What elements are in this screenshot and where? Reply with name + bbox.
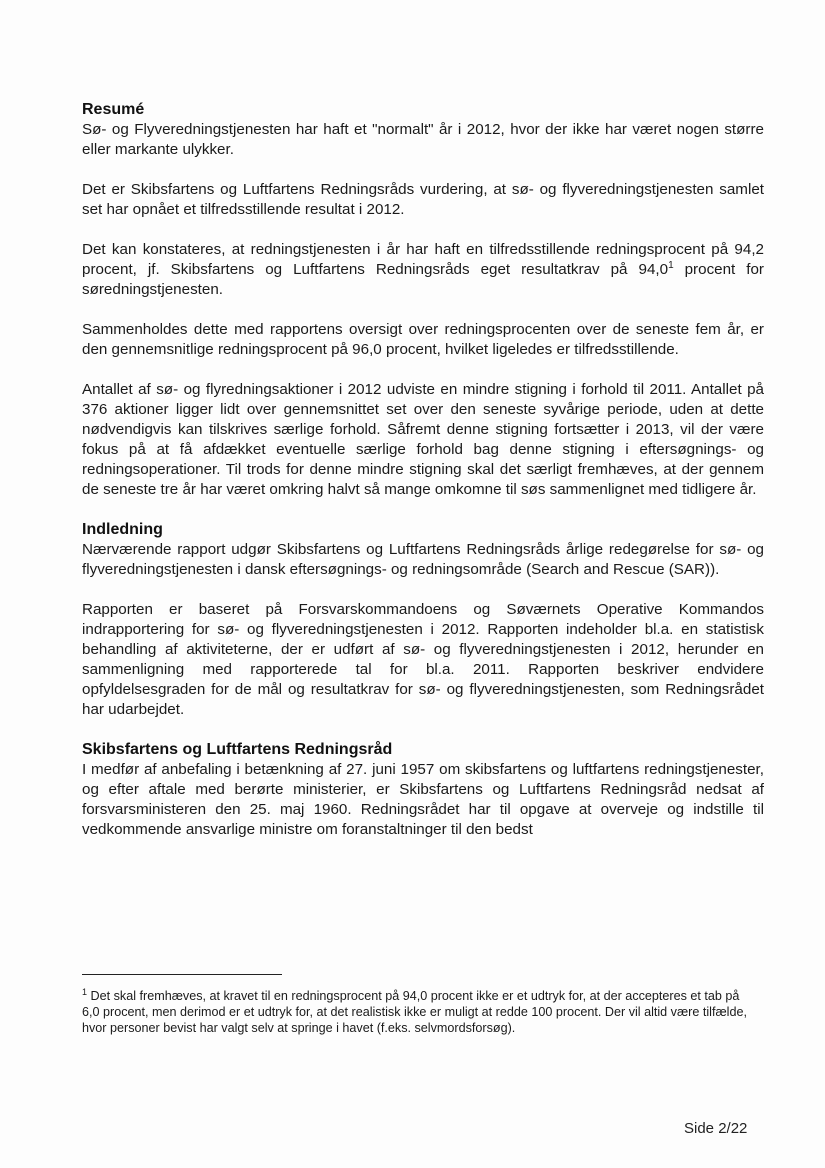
heading-redningsraad: Skibsfartens og Luftfartens Redningsråd [82, 741, 393, 758]
footnote-divider [82, 974, 282, 975]
indledning-paragraph-2: Rapporten er baseret på Forsvarskommandoens og Søværnets Operative Kommandos indrapportering for sø- og flyveredningstjenesten i 2012. Rapporten indeholder bl.a. en statistisk behandling af aktiviteterne, der er udført af sø- og flyveredningstjenesten i 2012, herunder en sammenligning med rapporterede tal for bl.a. 2011. Rapporten beskriver endvidere opfyldelsesgraden for de mål og resultatkrav for sø- og flyveredningstjenesten, som Redningsrådet har udarbejdet. [82, 601, 764, 718]
resume-paragraph-5: Antallet af sø- og flyredningsaktioner i 2012 udviste en mindre stigning i forhold til 2011. Antallet på 376 aktioner ligger lidt over gennemsnittet set over den seneste syvårige periode, uden at dette nødvendigvis kan tilskrives særlige forhold. Såfremt denne stigning fortsætter i 2013, vil der være fokus på at få afdækket eventuelle særlige forhold bag denne stigning i eftersøgnings- og redningsoperationer. Til trods for denne mindre stigning skal det særligt fremhæves, at der gennem de seneste tre år har været omkring halvt så mange omkomne til søs sammenlignet med tidligere år. [82, 381, 764, 498]
footnote [82, 988, 754, 1036]
indledning-paragraph-1: Nærværende rapport udgør Skibsfartens og Luftfartens Redningsråds årlige redegørelse for sø- og flyveredningstjenesten i dansk eftersøgnings- og redningsområde (Search and Rescue (SAR)). [82, 541, 764, 578]
footnote-number: 1 [82, 986, 88, 997]
heading-indledning: Indledning [82, 521, 163, 538]
main-content [82, 100, 764, 860]
resume-paragraph-2: Det er Skibsfartens og Luftfartens Redningsråds vurdering, at sø- og flyveredningstjenesten samlet set har opnået et tilfredsstillende resultat i 2012. [82, 181, 764, 218]
rescue-text-before: Det kan konstateres, at redningstjenesten i år har haft en tilfredsstillende redningsprocent på 94,2 procent, jf. Skibsfartens og Luftfartens Redningsråds eget resultatkrav på 94,0 [82, 241, 764, 278]
footnote-reference[interactable]: 1 [668, 259, 674, 271]
heading-resume: Resumé [82, 101, 145, 118]
resume-paragraph-4: Sammenholdes dette med rapportens oversigt over redningsprocenten over de seneste fem år, er den gennemsnitlige redningsprocent på 96,0 procent, hvilket ligeledes er tilfredsstillende. [82, 321, 764, 358]
page-number: Side 2/22 [684, 1120, 748, 1137]
resume-paragraph-3 [82, 240, 764, 300]
resume-paragraph-1: Sø- og Flyveredningstjenesten har haft et "normalt" år i 2012, hvor der ikke har været nogen større eller markante ulykker. [82, 121, 764, 158]
redningsraad-paragraph-1: I medfør af anbefaling i betænkning af 27. juni 1957 om skibsfartens og luftfartens redningstjenester, og efter aftale med berørte ministerier, er Skibsfartens og Luftfartens Redningsråd nedsat af forsvarsministeren den 25. maj 1960. Redningsrådet har til opgave at overveje og indstille til vedkommende ansvarlige ministre om foranstaltninger til den bedst [82, 761, 764, 838]
rescue-text-after: procent for søredningstjenesten. [82, 261, 764, 298]
footnote-text: Det skal fremhæves, at kravet til en redningsprocent på 94,0 procent ikke er et udtryk for, at der accepteres et tab på 6,0 procent, men derimod er et udtryk for, at det realistisk ikke er muligt at redde 100 procent. Der vil altid være tilfælde, hvor personer bevist har valgt selv at springe i havet (f.eks. selvmordsforsøg). [82, 989, 747, 1035]
